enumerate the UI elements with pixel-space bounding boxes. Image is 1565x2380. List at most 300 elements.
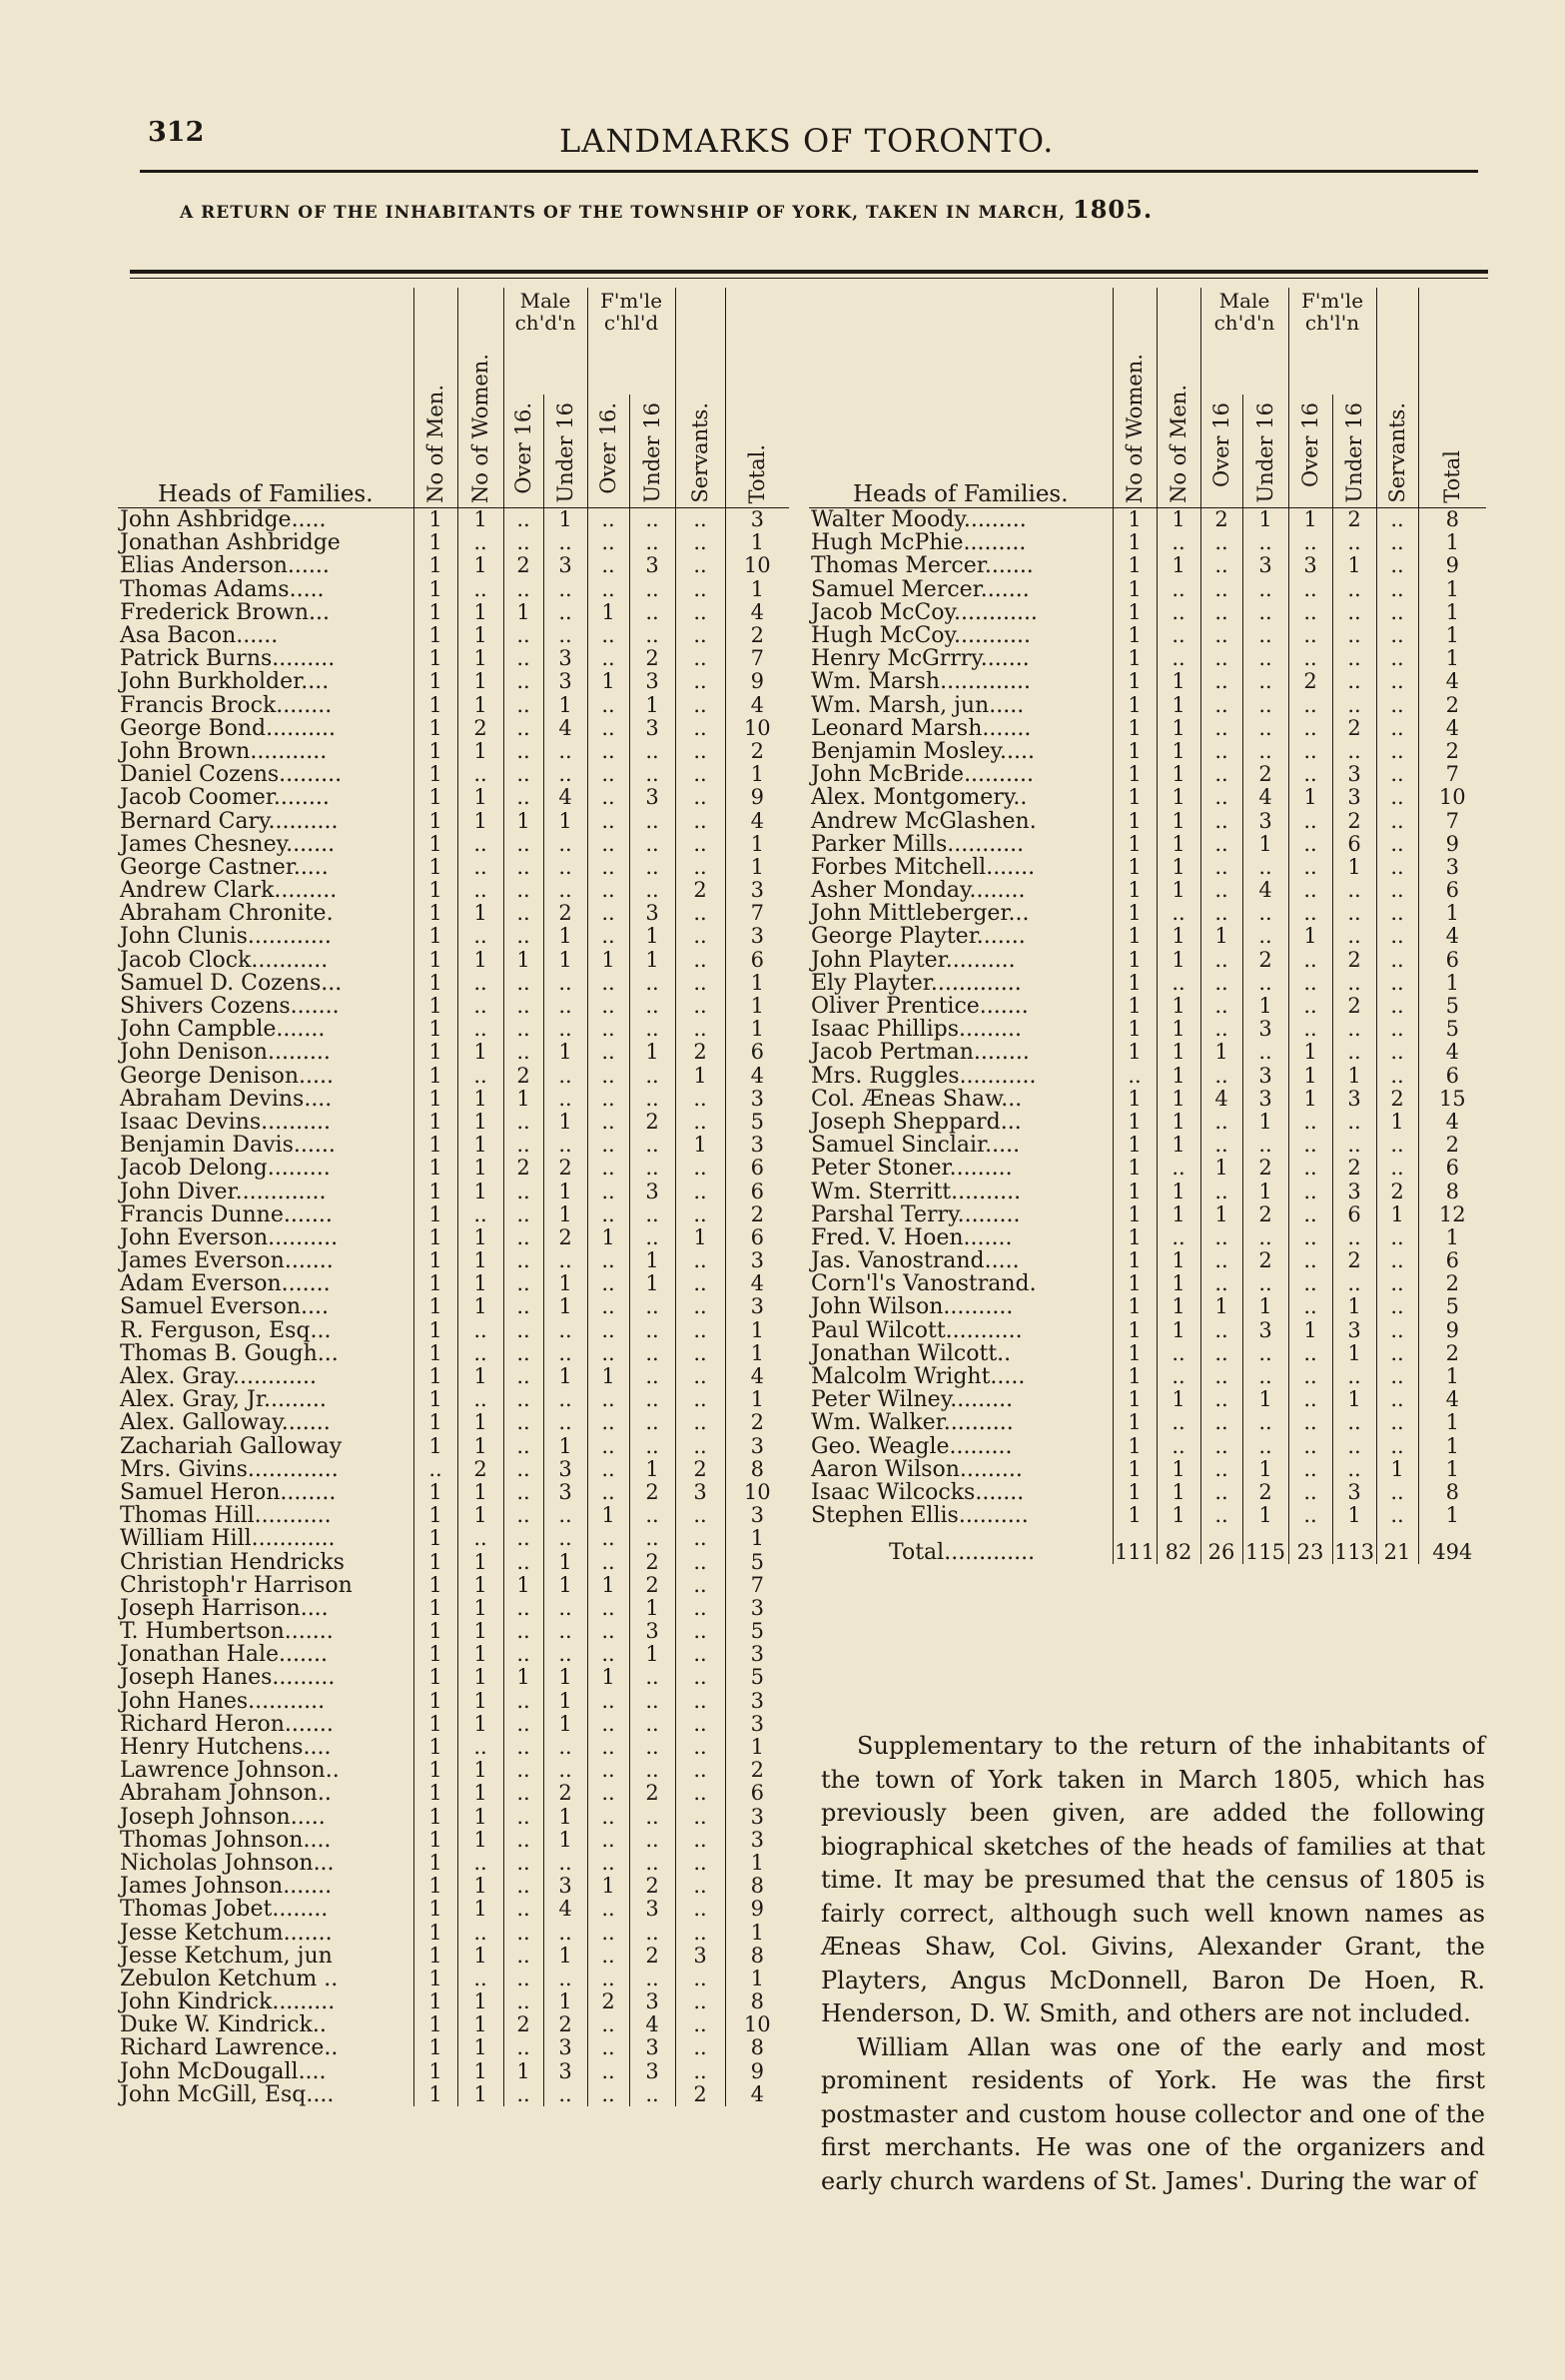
count-cell: 1 [1418,624,1486,647]
family-head-name: Christian Hendricks [120,1550,345,1574]
count-cell: .. [1157,601,1200,624]
count-cell: .. [503,1550,543,1573]
count-cell: .. [457,1921,503,1944]
count-cell: 1 [1157,717,1200,740]
count-cell: .. [1288,717,1332,740]
count-cell: .. [503,1620,543,1643]
count-cell: 1 [413,1504,457,1527]
count-cell: 1 [1113,1180,1157,1202]
count-cell: .. [1200,809,1242,832]
count-cell: .. [587,1550,629,1573]
count-cell: .. [1242,1134,1288,1157]
count-cell: .. [1376,1226,1418,1249]
female-children-header: F'm'le c'hl'd [599,289,663,335]
count-cell: 1 [543,1713,587,1736]
table-row [118,1458,789,1481]
count-cell: 1 [675,1226,725,1249]
count-cell: .. [629,879,675,902]
count-cell: 1 [1113,1342,1157,1365]
family-head-name: John Hanes........... [120,1689,326,1713]
count-cell: .. [1376,1342,1418,1365]
count-cell: 1 [1113,1458,1157,1481]
table-row [809,647,1486,670]
family-head-name: John Diver............. [120,1180,327,1203]
count-cell: .. [503,1249,543,1272]
count-cell: .. [675,1550,725,1573]
count-cell: 1 [543,1829,587,1852]
count-cell: .. [1376,740,1418,763]
family-head-name: Wm. Marsh, jun..... [811,693,1025,717]
count-cell: 9 [1418,1319,1486,1342]
count-cell: 3 [725,1088,789,1111]
count-cell: 1 [457,1295,503,1318]
family-head-name: Mrs. Ruggles........... [811,1064,1037,1088]
count-cell: .. [629,972,675,995]
count-cell: 2 [1242,1157,1288,1180]
count-cell: 1 [457,1411,503,1434]
count-cell: 8 [725,1458,789,1481]
count-cell: .. [543,624,587,647]
count-cell: 1 [457,786,503,809]
count-cell: 1 [1113,1041,1157,1064]
table-row [809,879,1486,902]
count-cell: 2 [503,1157,543,1180]
count-cell: .. [1288,1226,1332,1249]
family-head-name: Thomas Jobet........ [120,1898,329,1922]
count-cell: .. [457,531,503,554]
count-cell: .. [503,1713,543,1736]
count-cell: .. [1332,1365,1376,1388]
count-cell: .. [587,1088,629,1111]
family-head-name: John Denison......... [120,1041,331,1065]
count-cell: .. [587,1180,629,1202]
count-cell: 1 [413,531,457,554]
count-cell: .. [503,1435,543,1458]
count-cell: 4 [1200,1088,1242,1111]
count-cell: 1 [457,1713,503,1736]
count-cell: 1 [629,925,675,948]
count-cell: 1 [413,670,457,693]
count-cell: 1 [543,1690,587,1713]
count-cell: .. [1332,531,1376,554]
count-cell: 1 [413,809,457,832]
count-cell: .. [1288,624,1332,647]
count-cell: .. [1376,1504,1418,1527]
count-cell: 1 [413,1272,457,1295]
count-cell: 1 [503,809,543,832]
count-cell: 1 [629,1597,675,1620]
count-cell: .. [1376,1018,1418,1041]
count-cell: .. [675,1272,725,1295]
count-cell: 9 [1418,833,1486,856]
count-cell: 1 [413,554,457,577]
family-head-name: Jacob Coomer........ [120,786,330,810]
count-cell: 4 [725,694,789,717]
count-cell: .. [1376,508,1418,532]
count-cell: 1 [413,647,457,670]
count-cell: 1 [543,925,587,948]
family-head-name: Samuel Mercer....... [811,577,1030,601]
count-cell: 1 [413,1180,457,1202]
family-head-name: Jonathan Ashbridge [120,531,341,555]
count-cell: 3 [725,1249,789,1272]
count-cell: .. [1376,995,1418,1018]
count-cell: .. [503,1365,543,1388]
count-cell: 1 [1113,1157,1157,1180]
count-cell: 3 [725,1829,789,1852]
count-cell: .. [1376,972,1418,995]
count-cell: .. [629,1435,675,1458]
count-cell: 1 [457,624,503,647]
family-head-name: Thomas Adams..... [120,577,325,601]
table-row [118,1875,789,1898]
count-cell: .. [457,972,503,995]
count-cell: .. [1157,578,1200,601]
count-cell: .. [675,1690,725,1713]
count-cell: .. [675,554,725,577]
count-cell: .. [1200,1111,1242,1134]
count-cell: 1 [457,647,503,670]
total-cell: 21 [1376,1527,1418,1564]
count-cell: 1 [457,1226,503,1249]
count-cell: 1 [1332,554,1376,577]
count-cell: .. [503,1226,543,1249]
count-cell: .. [629,1088,675,1111]
count-cell: 1 [1113,578,1157,601]
count-cell: .. [543,1643,587,1666]
count-cell: .. [503,1990,543,2013]
family-head-name: Hugh McCoy........... [811,623,1031,648]
count-cell: 2 [1242,1203,1288,1226]
family-head-name: Abraham Devins.... [120,1087,333,1111]
count-cell: .. [1376,833,1418,856]
count-cell: .. [503,1041,543,1064]
count-cell: 10 [1418,786,1486,809]
count-cell: .. [503,717,543,740]
total-header: Total. [745,443,770,503]
count-cell: 1 [543,1550,587,1573]
count-cell: 3 [1242,1065,1288,1088]
table-row [118,1898,789,1921]
count-cell: 2 [1288,670,1332,693]
table-row [809,1388,1486,1411]
count-cell: 3 [725,1295,789,1318]
count-cell: 1 [413,1574,457,1597]
count-cell: .. [503,833,543,856]
count-cell: .. [587,1319,629,1342]
count-cell: 1 [1242,1458,1288,1481]
count-cell: 1 [1113,694,1157,717]
count-cell: .. [1376,809,1418,832]
family-head-name: James Chesney....... [120,832,336,856]
family-head-name: James Johnson....... [120,1875,333,1899]
table-row [809,1435,1486,1458]
count-cell: 1 [457,2060,503,2083]
count-cell: .. [1200,833,1242,856]
count-cell: 2 [629,647,675,670]
count-cell: .. [503,1458,543,1481]
count-cell: .. [1242,902,1288,925]
count-cell: .. [675,1435,725,1458]
count-cell: 1 [1332,1388,1376,1411]
count-cell: .. [457,1319,503,1342]
count-cell: 1 [543,1111,587,1134]
count-cell: .. [1288,1203,1332,1226]
count-cell: 1 [1113,1088,1157,1111]
table-row [118,786,789,809]
table-row [118,1411,789,1434]
count-cell: 6 [725,1226,789,1249]
count-cell: 1 [413,833,457,856]
count-cell: .. [457,763,503,786]
count-cell: 1 [413,856,457,879]
count-cell: .. [675,1620,725,1643]
header-rule [140,170,1478,173]
count-cell: .. [675,1782,725,1805]
family-head-name: John McBride.......... [811,763,1034,787]
count-cell: 1 [543,1666,587,1689]
count-cell: .. [1200,1435,1242,1458]
count-cell: .. [543,972,587,995]
count-cell: 2 [1332,995,1376,1018]
count-cell: 1 [1157,1111,1200,1134]
count-cell: 1 [413,740,457,763]
count-cell: .. [1288,740,1332,763]
count-cell: 4 [1418,1041,1486,1064]
male-under16-header-right: Under 16 [1253,402,1278,503]
count-cell: .. [675,1759,725,1782]
count-cell: 1 [675,1065,725,1088]
count-cell: .. [675,809,725,832]
count-cell: .. [543,1736,587,1759]
count-cell: 1 [457,1481,503,1504]
family-head-name: Duke W. Kindrick.. [120,2013,327,2037]
family-head-name: Oliver Prentice....... [811,994,1029,1019]
family-head-name: John Brown........... [120,739,328,764]
family-head-name: Henry McGrrry....... [811,647,1030,671]
family-head-name: George Denison..... [120,1064,334,1088]
count-cell: 2 [543,2013,587,2036]
count-cell: 6 [725,949,789,972]
table-row [118,1759,789,1782]
count-cell: 3 [1242,1088,1288,1111]
table-row [809,624,1486,647]
family-head-name: Zachariah Galloway [120,1434,343,1458]
count-cell: 1 [629,1249,675,1272]
count-cell: 1 [457,1829,503,1852]
count-cell: 1 [413,1111,457,1134]
count-cell: .. [675,1203,725,1226]
count-cell: .. [587,902,629,925]
count-cell: .. [1376,786,1418,809]
count-cell: .. [587,2060,629,2083]
count-cell: 1 [1113,1111,1157,1134]
count-cell: 1 [1418,1411,1486,1434]
count-cell: 2 [1332,717,1376,740]
count-cell: 7 [725,1574,789,1597]
count-cell: 1 [1157,1272,1200,1295]
count-cell: .. [1200,1226,1242,1249]
table-row [809,1226,1486,1249]
count-cell: .. [503,1342,543,1365]
page-number: 312 [148,117,205,148]
count-cell: .. [587,995,629,1018]
count-cell: .. [629,809,675,832]
count-cell: .. [675,1388,725,1411]
count-cell: 1 [587,1504,629,1527]
family-head-name: Leonard Marsh....... [811,716,1032,740]
count-cell: .. [675,1365,725,1388]
count-cell: 1 [629,1041,675,1064]
table-row [809,1157,1486,1180]
table-row [809,740,1486,763]
count-cell: 2 [629,1481,675,1504]
count-cell: 1 [457,1550,503,1573]
count-cell: 1 [1157,1065,1200,1088]
count-cell: .. [675,1875,725,1898]
count-cell: 3 [1332,1319,1376,1342]
count-cell: .. [1157,1365,1200,1388]
count-cell: 10 [725,2013,789,2036]
count-cell: .. [629,1921,675,1944]
count-cell: 1 [457,1111,503,1134]
count-cell: 3 [725,1713,789,1736]
count-cell: 4 [543,1898,587,1921]
family-head-name: John Ashbridge..... [120,507,327,532]
female-under16-header: Under 16 [640,402,665,503]
count-cell: 3 [725,925,789,948]
count-cell: .. [1288,949,1332,972]
count-cell: 6 [725,1180,789,1202]
count-cell: .. [503,1898,543,1921]
count-cell: 1 [1288,1041,1332,1064]
count-cell: .. [1332,1134,1376,1157]
table-row [809,1319,1486,1342]
count-cell: .. [587,879,629,902]
count-cell: 1 [1418,647,1486,670]
table-row [118,1806,789,1829]
count-cell: 1 [457,1157,503,1180]
count-cell: .. [457,1852,503,1875]
count-cell: 2 [503,554,543,577]
table-caption [180,195,1153,224]
count-cell: 2 [543,1782,587,1805]
count-cell: 2 [725,1203,789,1226]
family-head-name: Jacob Clock........... [120,948,329,972]
count-cell: .. [1242,1342,1288,1365]
count-cell: .. [587,925,629,948]
count-cell: 1 [543,1574,587,1597]
count-cell: 1 [413,1782,457,1805]
count-cell: 1 [457,1690,503,1713]
count-cell: 6 [725,1782,789,1805]
count-cell: .. [503,508,543,532]
count-cell: 1 [1113,601,1157,624]
count-cell: .. [1200,1180,1242,1202]
count-cell: .. [587,2013,629,2036]
count-cell: .. [1332,925,1376,948]
family-head-name: Alex. Gray, Jr......... [120,1388,327,1412]
table-row [809,1481,1486,1504]
count-cell: 1 [1113,925,1157,948]
family-head-name: Alex. Galloway....... [120,1411,331,1435]
count-cell: .. [587,1643,629,1666]
count-cell: .. [1242,717,1288,740]
table-row [809,1249,1486,1272]
table-row [118,554,789,577]
table-row [118,2060,789,2083]
table-row [118,879,789,902]
count-cell: 1 [413,1550,457,1573]
count-cell: 1 [1157,694,1200,717]
family-head-name: James Everson....... [120,1249,334,1273]
count-cell: 6 [1418,949,1486,972]
count-cell: .. [587,1388,629,1411]
count-cell: .. [457,1342,503,1365]
count-cell: .. [503,902,543,925]
count-cell: .. [503,1597,543,1620]
count-cell: 1 [413,1157,457,1180]
count-cell: 3 [1332,763,1376,786]
count-cell: 1 [1157,1481,1200,1504]
count-cell: 1 [1157,809,1200,832]
count-cell: .. [1288,1365,1332,1388]
count-cell: 1 [1418,1226,1486,1249]
count-cell: .. [629,1736,675,1759]
count-cell: 1 [1288,1065,1332,1088]
count-cell: .. [543,1759,587,1782]
count-cell: 3 [543,554,587,577]
count-cell: 2 [1418,694,1486,717]
count-cell: .. [675,833,725,856]
family-head-name: Richard Lawrence.. [120,2036,339,2060]
count-cell: 2 [675,1458,725,1481]
count-cell: .. [1157,902,1200,925]
family-head-name: Jacob McCoy............ [811,600,1038,624]
count-cell: .. [675,531,725,554]
count-cell: .. [1242,578,1288,601]
table-row [118,1782,789,1805]
count-cell: .. [629,1365,675,1388]
count-cell: 1 [457,2013,503,2036]
count-cell: .. [503,1829,543,1852]
count-cell: 3 [629,554,675,577]
count-cell: 1 [629,1458,675,1481]
count-cell: 1 [457,902,503,925]
table-row [118,1527,789,1550]
count-cell: 1 [457,1041,503,1064]
table-row [809,763,1486,786]
table-row [809,925,1486,948]
count-cell: 3 [543,647,587,670]
family-head-name: Parshal Terry......... [811,1202,1021,1226]
count-cell: .. [1200,1342,1242,1365]
count-cell: .. [1288,833,1332,856]
count-cell: 1 [1113,1134,1157,1157]
family-head-name: John Wilson.......... [811,1295,1014,1319]
table-row [118,1829,789,1852]
count-cell: .. [503,1736,543,1759]
count-cell: 3 [543,2036,587,2059]
count-cell: .. [1200,647,1242,670]
count-cell: 7 [725,902,789,925]
count-cell: 3 [725,508,789,532]
count-cell: 1 [725,763,789,786]
table-row [118,1574,789,1597]
family-head-name: Asa Bacon...... [120,623,279,648]
count-cell: 8 [725,2036,789,2059]
count-cell: .. [1288,1018,1332,1041]
